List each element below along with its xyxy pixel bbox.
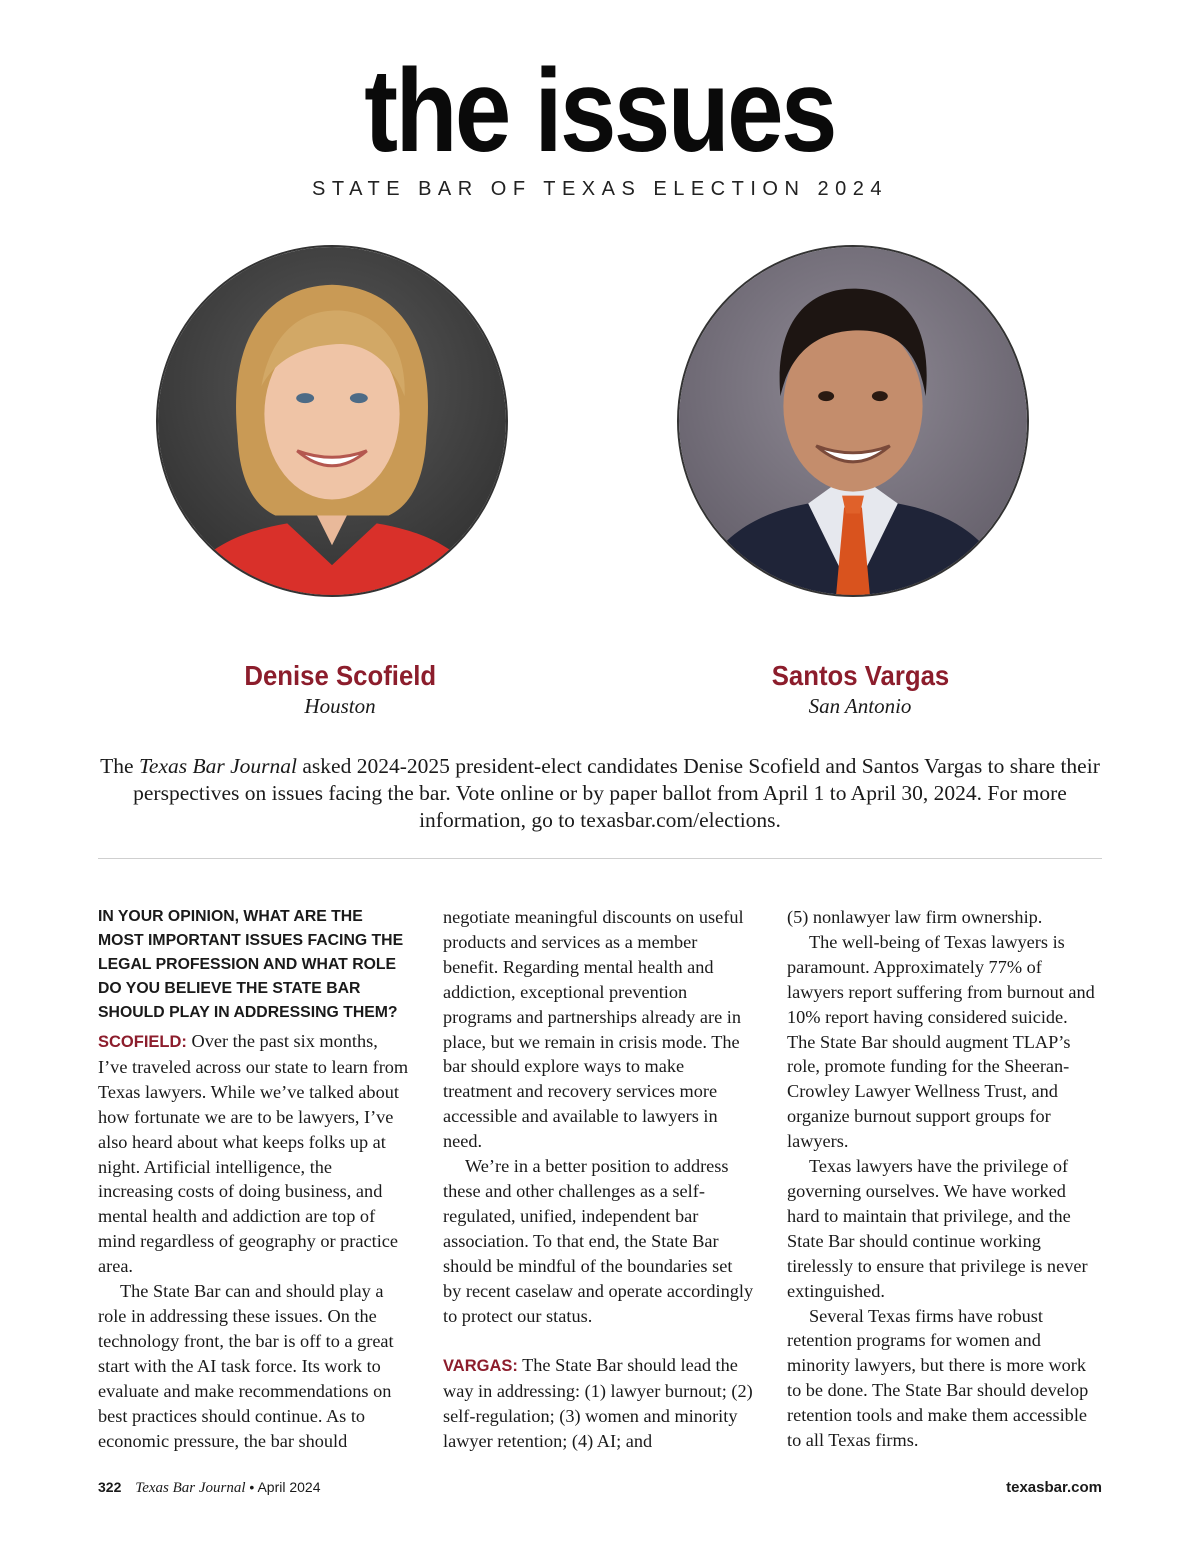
answer-paragraph: The well-being of Texas lawyers is paramount. Approximately 77% of lawyers report suffering from burnout and 10% report having considered suicide. The State Bar should augment TLAP’s role, promote funding for the Sheeran-Crowley Lawyer Wellness Trust, and organize burnout support groups for lawyers. bbox=[787, 931, 1095, 1152]
journal-title: Texas Bar Journal bbox=[135, 1480, 246, 1496]
answer-paragraph: Several Texas firms have robust retention programs for women and minority lawyers, but there is more work to be done. The State Bar should develop retention tools and make them accessible to all Texas firms. bbox=[787, 1305, 1089, 1451]
page-subtitle: STATE BAR OF TEXAS ELECTION 2024 bbox=[312, 178, 888, 200]
intro-paragraph bbox=[100, 753, 1100, 834]
candidate-photo-vargas bbox=[677, 245, 1029, 597]
article-column-1 bbox=[98, 905, 410, 1453]
intro-text: The bbox=[100, 754, 139, 778]
candidate-city: Houston bbox=[304, 694, 376, 718]
website-link[interactable]: texasbar.com bbox=[1006, 1479, 1102, 1496]
journal-name: Texas Bar Journal bbox=[138, 754, 298, 778]
masthead bbox=[0, 45, 1200, 201]
portrait-image bbox=[679, 247, 1027, 595]
issue-date: April 2024 bbox=[257, 1479, 321, 1495]
page-number: 322 bbox=[98, 1479, 122, 1495]
portrait-image bbox=[158, 247, 506, 595]
question-heading: IN YOUR OPINION, WHAT ARE THE MOST IMPORTANT ISSUES FACING THE LEGAL PROFESSION AND WHAT ROLE DO YOU BELIEVE THE STATE BAR SHOULD PLAY IN ADDRESSING THEM? bbox=[98, 908, 404, 1021]
bullet-separator: • bbox=[249, 1479, 255, 1495]
page-title: the issues bbox=[364, 45, 836, 177]
candidate-name: Denise Scofield bbox=[244, 660, 436, 691]
answer-paragraph bbox=[98, 1029, 410, 1279]
intro-text: asked 2024-2025 president-elect candidates Denise Scofield and Santos Vargas to share their perspectives on issues facing the bar. Vote online or by paper ballot from April 1 to April 30, 2024. For more information, go to texasbar.com/elections. bbox=[133, 754, 1100, 832]
answer-paragraph bbox=[443, 1353, 755, 1454]
speaker-label: SCOFIELD: bbox=[98, 1033, 187, 1051]
candidate-name: Santos Vargas bbox=[771, 660, 949, 691]
candidate-scofield bbox=[130, 660, 550, 719]
speaker-label: VARGAS: bbox=[443, 1357, 518, 1376]
article-column-2 bbox=[443, 905, 755, 1454]
article-column-3 bbox=[787, 905, 1099, 1453]
spacer bbox=[443, 1328, 755, 1353]
answer-text: Over the past six months, I’ve traveled across our state to learn from Texas lawyers. While we’ve talked about how fortunate we are to be lawyers, I’ve also heard about what keeps folks up at night. Artificial intelligence, the increasing costs of doing business, and mental health and addiction are top of mind regardless of geography or practice area. bbox=[98, 1031, 409, 1277]
candidate-vargas bbox=[650, 660, 1070, 719]
answer-paragraph: We’re in a better position to address these and other challenges as a self-regulated, unified, independent bar association. To that end, the State Bar should be mindful of the boundaries set by recent caselaw and operate accordingly to protect our status. bbox=[443, 1156, 754, 1326]
candidate-city: San Antonio bbox=[808, 694, 912, 718]
answer-paragraph: The State Bar can and should play a role in addressing these issues. On the technology front, the bar is off to a great start with the AI task force. Its work to evaluate and make recommendations on best practices should continue. As to economic pressure, the bar should bbox=[98, 1281, 394, 1451]
page-footer bbox=[98, 1479, 1102, 1501]
answer-paragraph: negotiate meaningful discounts on useful products and services as a member benefit. Regarding mental health and addiction, exceptional prevention programs and partnerships already are in place, but we remain in crisis mode. The bar should explore ways to make treatment and recovery services more accessible and available to lawyers in need. bbox=[443, 907, 744, 1152]
footer-folio bbox=[98, 1479, 321, 1497]
divider bbox=[98, 858, 1102, 859]
answer-paragraph: Texas lawyers have the privilege of governing ourselves. We have worked hard to maintain that privilege, and the State Bar should continue working tirelessly to ensure that privilege is never extinguished. bbox=[787, 1156, 1088, 1301]
answer-text: The State Bar should lead the way in addressing: (1) lawyer burnout; (2) self-regulation; (3) women and minority lawyer retention; (4) AI; and bbox=[443, 1355, 753, 1452]
candidate-photo-scofield bbox=[156, 245, 508, 597]
answer-paragraph: (5) nonlawyer law firm ownership. bbox=[787, 907, 1043, 927]
